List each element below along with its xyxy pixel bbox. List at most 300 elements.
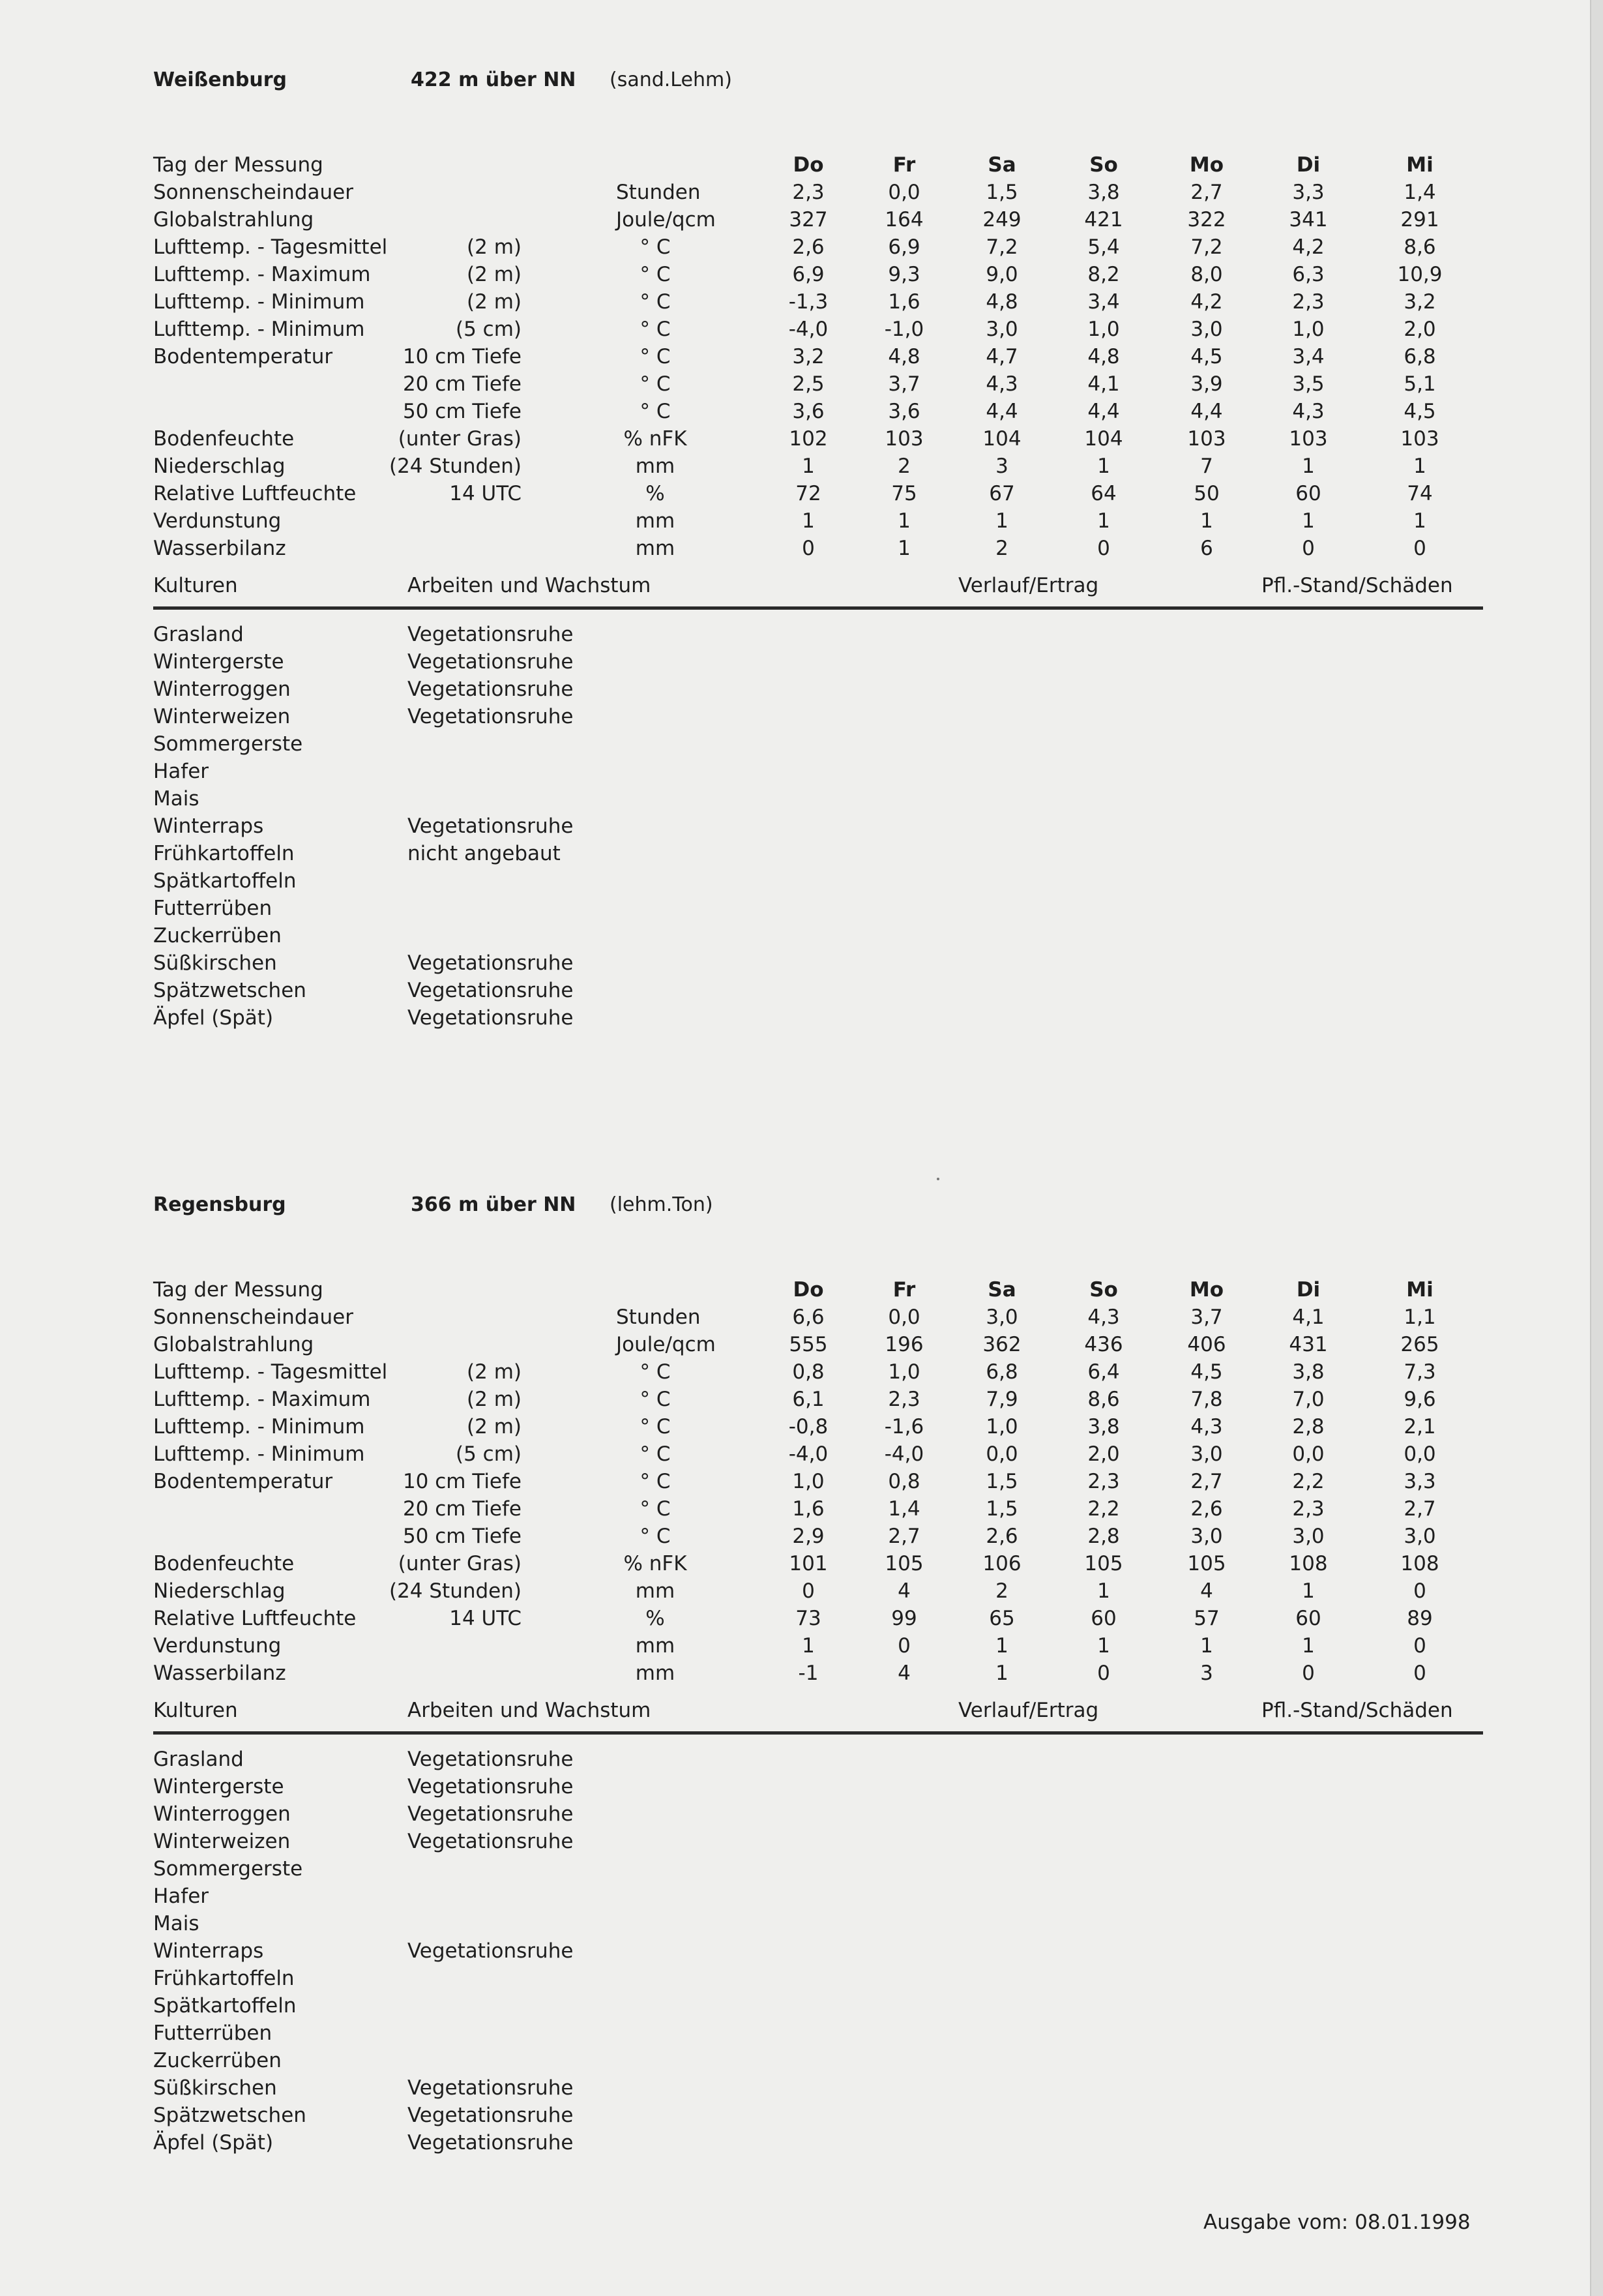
value-cell: 5,4 <box>1087 235 1120 259</box>
parameter-unit: mm <box>635 455 675 478</box>
value-cell: 327 <box>789 208 828 231</box>
station-altitude: 422 m über NN <box>411 68 576 91</box>
day-header: Mo <box>1189 153 1224 177</box>
value-cell: -1,0 <box>884 318 924 341</box>
value-cell: 2,3 <box>1292 1497 1325 1521</box>
weather-row <box>153 1552 1483 1579</box>
weather-row <box>153 372 1483 400</box>
value-cell: 106 <box>982 1552 1022 1575</box>
crop-row <box>153 623 1483 650</box>
value-cell: 1 <box>995 1662 1008 1685</box>
crop-status: nicht angebaut <box>407 842 561 865</box>
day-header: So <box>1089 153 1118 177</box>
parameter-label: Niederschlag <box>153 1579 286 1603</box>
parameter-condition: 10 cm Tiefe <box>402 1470 522 1493</box>
value-cell: 555 <box>789 1333 828 1356</box>
station-header <box>153 68 1483 108</box>
parameter-condition: 10 cm Tiefe <box>402 345 522 368</box>
value-cell: 64 <box>1091 482 1117 505</box>
parameter-unit: ° C <box>640 400 671 423</box>
value-cell: 3,7 <box>888 372 920 396</box>
value-cell: 2,7 <box>1190 181 1223 204</box>
value-cell: 67 <box>989 482 1015 505</box>
weather-row <box>153 318 1483 345</box>
crop-name: Grasland <box>153 1748 244 1771</box>
value-cell: 2,9 <box>792 1525 825 1548</box>
crop-name: Hafer <box>153 1885 209 1908</box>
crop-name: Winterweizen <box>153 1830 291 1853</box>
value-cell: 7,2 <box>1190 235 1223 259</box>
crop-status: Vegetationsruhe <box>407 1830 574 1853</box>
parameter-label: Bodentemperatur <box>153 1470 333 1493</box>
value-cell: 2,0 <box>1404 318 1436 341</box>
parameter-unit: ° C <box>640 290 671 314</box>
verlauf-header: Verlauf/Ertrag <box>958 1699 1099 1722</box>
parameter-unit: ° C <box>640 345 671 368</box>
value-cell: 2,7 <box>1190 1470 1223 1493</box>
value-cell: 60 <box>1295 482 1321 505</box>
crop-status: Vegetationsruhe <box>407 1748 574 1771</box>
crop-row <box>153 2021 1483 2049</box>
value-cell: 50 <box>1194 482 1220 505</box>
value-cell: 1 <box>898 537 911 560</box>
parameter-condition: 14 UTC <box>449 1607 522 1630</box>
value-cell: 0 <box>1302 537 1315 560</box>
parameter-condition: (2 m) <box>467 263 522 286</box>
value-cell: 7 <box>1200 455 1213 478</box>
parameter-label: Sonnenscheindauer <box>153 181 353 204</box>
day-header: Do <box>793 1278 824 1302</box>
value-cell: 1 <box>802 1634 815 1658</box>
value-cell: 105 <box>1084 1552 1123 1575</box>
parameter-unit: % <box>645 482 665 505</box>
value-cell: 8,6 <box>1087 1388 1120 1411</box>
parameter-label: Verdunstung <box>153 509 282 533</box>
weather-row <box>153 537 1483 564</box>
value-cell: 1 <box>1302 1634 1315 1658</box>
weather-row <box>153 263 1483 290</box>
value-cell: 4,7 <box>986 345 1018 368</box>
value-cell: 9,3 <box>888 263 920 286</box>
value-cell: 4,2 <box>1292 235 1325 259</box>
weather-row <box>153 1388 1483 1415</box>
crop-row <box>153 1857 1483 1885</box>
value-cell: 3,2 <box>1404 290 1436 314</box>
crop-name: Äpfel (Spät) <box>153 1006 274 1030</box>
value-cell: 1,0 <box>792 1470 825 1493</box>
day-header: Mi <box>1406 153 1434 177</box>
crop-row <box>153 897 1483 924</box>
weather-row <box>153 208 1483 235</box>
parameter-condition: (unter Gras) <box>398 1552 522 1575</box>
value-cell: 1,0 <box>986 1415 1018 1439</box>
day-header: Mo <box>1189 1278 1224 1302</box>
parameter-label: Wasserbilanz <box>153 1662 286 1685</box>
crop-name: Wintergerste <box>153 1775 284 1798</box>
weather-row <box>153 1607 1483 1634</box>
value-cell: 406 <box>1187 1333 1226 1356</box>
crop-status: Vegetationsruhe <box>407 2131 574 2154</box>
value-cell: 1,4 <box>888 1497 920 1521</box>
value-cell: 74 <box>1407 482 1433 505</box>
crop-status: Vegetationsruhe <box>407 650 574 674</box>
crop-status: Vegetationsruhe <box>407 705 574 728</box>
crop-row <box>153 1967 1483 1994</box>
weather-row <box>153 400 1483 427</box>
crop-list <box>153 623 1483 1034</box>
weather-row <box>153 181 1483 208</box>
parameter-label: Lufttemp. - Minimum <box>153 1415 365 1439</box>
value-cell: 265 <box>1400 1333 1439 1356</box>
parameter-unit: Joule/qcm <box>616 208 716 231</box>
crop-row <box>153 2049 1483 2076</box>
value-cell: 73 <box>795 1607 821 1630</box>
value-cell: 104 <box>982 427 1022 451</box>
crop-name: Spätzwetschen <box>153 979 306 1002</box>
value-cell: 0 <box>1302 1662 1315 1685</box>
value-cell: 4,3 <box>1292 400 1325 423</box>
station-regensburg <box>153 1193 1483 2158</box>
value-cell: 4,3 <box>986 372 1018 396</box>
value-cell: 6,9 <box>888 235 920 259</box>
station-name: Regensburg <box>153 1193 286 1216</box>
crop-row <box>153 2104 1483 2131</box>
crop-status: Vegetationsruhe <box>407 2076 574 2100</box>
value-cell: 1 <box>1302 1579 1315 1603</box>
value-cell: 108 <box>1289 1552 1328 1575</box>
value-cell: 2 <box>995 1579 1008 1603</box>
value-cell: 4,4 <box>1087 400 1120 423</box>
parameter-unit: ° C <box>640 1360 671 1384</box>
verlauf-header: Verlauf/Ertrag <box>958 574 1099 597</box>
weather-row <box>153 235 1483 263</box>
crop-row <box>153 760 1483 787</box>
value-cell: 0 <box>802 1579 815 1603</box>
day-header: So <box>1089 1278 1118 1302</box>
parameter-unit: ° C <box>640 263 671 286</box>
weather-row <box>153 290 1483 318</box>
value-cell: 7,3 <box>1404 1360 1436 1384</box>
weather-row <box>153 1525 1483 1552</box>
value-cell: 105 <box>1187 1552 1226 1575</box>
value-cell: 72 <box>795 482 821 505</box>
value-cell: 1,5 <box>986 1470 1018 1493</box>
value-cell: 6,3 <box>1292 263 1325 286</box>
value-cell: -4,0 <box>884 1442 924 1466</box>
crop-row <box>153 1802 1483 1830</box>
crop-row <box>153 1912 1483 1939</box>
value-cell: 1 <box>1097 509 1110 533</box>
crop-name: Winterweizen <box>153 705 291 728</box>
value-cell: 3,2 <box>792 345 825 368</box>
value-cell: 1 <box>1200 509 1213 533</box>
crop-name: Mais <box>153 787 199 811</box>
schaeden-header: Pfl.-Stand/Schäden <box>1261 1699 1453 1722</box>
parameter-unit: ° C <box>640 1497 671 1521</box>
page-edge <box>1590 0 1603 2296</box>
parameter-unit: ° C <box>640 1415 671 1439</box>
value-cell: 3,8 <box>1087 1415 1120 1439</box>
crop-name: Winterroggen <box>153 1802 291 1826</box>
value-cell: 1,6 <box>888 290 920 314</box>
parameter-label: Sonnenscheindauer <box>153 1305 353 1329</box>
weather-header-row <box>153 1278 1483 1305</box>
value-cell: 0 <box>1097 1662 1110 1685</box>
value-cell: 4,4 <box>986 400 1018 423</box>
weather-row <box>153 1634 1483 1662</box>
soil-type: (lehm.Ton) <box>610 1193 713 1216</box>
crop-name: Spätzwetschen <box>153 2104 306 2127</box>
value-cell: 1,5 <box>986 181 1018 204</box>
crop-name: Futterrüben <box>153 897 272 920</box>
value-cell: 1 <box>898 509 911 533</box>
station-weissenburg <box>153 68 1483 1034</box>
value-cell: 2,3 <box>792 181 825 204</box>
value-cell: 99 <box>891 1607 917 1630</box>
crop-status: Vegetationsruhe <box>407 1939 574 1963</box>
value-cell: 0,8 <box>792 1360 825 1384</box>
parameter-condition: (2 m) <box>467 1360 522 1384</box>
parameter-condition: 50 cm Tiefe <box>402 400 522 423</box>
value-cell: 1,5 <box>986 1497 1018 1521</box>
value-cell: 2,3 <box>1292 290 1325 314</box>
day-header: Di <box>1296 1278 1321 1302</box>
value-cell: 6,9 <box>792 263 825 286</box>
parameter-condition: 50 cm Tiefe <box>402 1525 522 1548</box>
value-cell: 0 <box>1097 537 1110 560</box>
weather-row <box>153 1442 1483 1470</box>
value-cell: -0,8 <box>788 1415 829 1439</box>
value-cell: 1,0 <box>888 1360 920 1384</box>
header-rule <box>153 1731 1483 1735</box>
parameter-unit: Stunden <box>616 181 701 204</box>
value-cell: 9,6 <box>1404 1388 1436 1411</box>
parameter-condition: (2 m) <box>467 1388 522 1411</box>
value-cell: 249 <box>982 208 1022 231</box>
weather-row <box>153 1415 1483 1442</box>
crop-row <box>153 2131 1483 2158</box>
value-cell: 4,8 <box>888 345 920 368</box>
value-cell: 1 <box>995 1634 1008 1658</box>
value-cell: 1 <box>1097 1634 1110 1658</box>
value-cell: 3,8 <box>1087 181 1120 204</box>
value-cell: 4,1 <box>1087 372 1120 396</box>
crop-name: Winterraps <box>153 1939 264 1963</box>
value-cell: 108 <box>1400 1552 1439 1575</box>
parameter-label: Lufttemp. - Tagesmittel <box>153 1360 388 1384</box>
parameter-label: Lufttemp. - Minimum <box>153 290 365 314</box>
value-cell: 6,8 <box>986 1360 1018 1384</box>
value-cell: 7,2 <box>986 235 1018 259</box>
weather-table <box>153 1278 1483 1689</box>
parameter-label: Bodenfeuchte <box>153 427 295 451</box>
value-cell: 4,5 <box>1404 400 1436 423</box>
parameter-condition: (2 m) <box>467 1415 522 1439</box>
value-cell: 2,7 <box>888 1525 920 1548</box>
weather-table <box>153 153 1483 564</box>
value-cell: 1 <box>995 509 1008 533</box>
culture-header <box>153 1699 1483 1725</box>
value-cell: 8,2 <box>1087 263 1120 286</box>
station-header <box>153 1193 1483 1232</box>
value-cell: 1 <box>802 455 815 478</box>
value-cell: 431 <box>1289 1333 1328 1356</box>
weather-row <box>153 455 1483 482</box>
parameter-label: Niederschlag <box>153 455 286 478</box>
value-cell: 2,2 <box>1087 1497 1120 1521</box>
crop-status: Vegetationsruhe <box>407 814 574 838</box>
value-cell: -4,0 <box>788 318 829 341</box>
value-cell: 3,0 <box>1292 1525 1325 1548</box>
weather-row <box>153 482 1483 509</box>
crop-name: Süßkirschen <box>153 951 277 975</box>
parameter-condition: (5 cm) <box>455 318 522 341</box>
value-cell: 3,9 <box>1190 372 1223 396</box>
value-cell: 322 <box>1187 208 1226 231</box>
header-rule <box>153 606 1483 610</box>
crop-name: Sommergerste <box>153 732 303 756</box>
value-cell: 3,0 <box>1190 1442 1223 1466</box>
parameter-unit: ° C <box>640 1470 671 1493</box>
crop-row <box>153 678 1483 705</box>
parameter-condition: (24 Stunden) <box>389 455 522 478</box>
scan-speck <box>937 1178 939 1180</box>
value-cell: 3,0 <box>1190 318 1223 341</box>
parameter-unit: ° C <box>640 1525 671 1548</box>
crop-name: Wintergerste <box>153 650 284 674</box>
value-cell: 3,6 <box>792 400 825 423</box>
parameter-unit: % <box>645 1607 665 1630</box>
parameter-condition: (5 cm) <box>455 1442 522 1466</box>
value-cell: 3,0 <box>986 1305 1018 1329</box>
value-cell: 2,3 <box>1087 1470 1120 1493</box>
crop-row <box>153 869 1483 897</box>
crop-row <box>153 979 1483 1006</box>
parameter-unit: mm <box>635 509 675 533</box>
day-header: Sa <box>988 1278 1016 1302</box>
parameter-condition: (unter Gras) <box>398 427 522 451</box>
crop-row <box>153 650 1483 678</box>
value-cell: 362 <box>982 1333 1022 1356</box>
value-cell: 4,3 <box>1087 1305 1120 1329</box>
day-header: Di <box>1296 153 1321 177</box>
crop-name: Zuckerrüben <box>153 2049 282 2072</box>
crop-row <box>153 1775 1483 1802</box>
value-cell: 0,0 <box>888 181 920 204</box>
value-cell: 2,6 <box>986 1525 1018 1548</box>
value-cell: 65 <box>989 1607 1015 1630</box>
value-cell: 0 <box>1413 1662 1426 1685</box>
value-cell: 0 <box>802 537 815 560</box>
value-cell: 0,0 <box>1404 1442 1436 1466</box>
crop-status: Vegetationsruhe <box>407 1006 574 1030</box>
crop-row <box>153 1830 1483 1857</box>
value-cell: 5,1 <box>1404 372 1436 396</box>
day-header: Mi <box>1406 1278 1434 1302</box>
day-header: Do <box>793 153 824 177</box>
value-cell: 2,6 <box>792 235 825 259</box>
parameter-unit: mm <box>635 1662 675 1685</box>
value-cell: 104 <box>1084 427 1123 451</box>
value-cell: 9,0 <box>986 263 1018 286</box>
value-cell: 196 <box>885 1333 924 1356</box>
value-cell: 3,5 <box>1292 372 1325 396</box>
value-cell: 4,5 <box>1190 345 1223 368</box>
crop-name: Futterrüben <box>153 2021 272 2045</box>
value-cell: 1 <box>1413 509 1426 533</box>
crop-row <box>153 1939 1483 1967</box>
crop-name: Grasland <box>153 623 244 646</box>
value-cell: 7,9 <box>986 1388 1018 1411</box>
value-cell: 3,0 <box>1404 1525 1436 1548</box>
crop-name: Äpfel (Spät) <box>153 2131 274 2154</box>
value-cell: 4 <box>1200 1579 1213 1603</box>
crop-name: Spätkartoffeln <box>153 869 297 893</box>
weather-row <box>153 1470 1483 1497</box>
crop-row <box>153 732 1483 760</box>
value-cell: 4,3 <box>1190 1415 1223 1439</box>
culture-header <box>153 574 1483 600</box>
value-cell: 1 <box>1097 455 1110 478</box>
value-cell: 421 <box>1084 208 1123 231</box>
value-cell: 8,6 <box>1404 235 1436 259</box>
crop-row <box>153 814 1483 842</box>
value-cell: 102 <box>789 427 828 451</box>
crop-row <box>153 1994 1483 2021</box>
value-cell: 1,0 <box>1292 318 1325 341</box>
value-cell: 2 <box>995 537 1008 560</box>
value-cell: 4,4 <box>1190 400 1223 423</box>
value-cell: 105 <box>885 1552 924 1575</box>
day-header: Fr <box>892 153 916 177</box>
weather-row <box>153 1662 1483 1689</box>
value-cell: 4,5 <box>1190 1360 1223 1384</box>
station-altitude: 366 m über NN <box>411 1193 576 1216</box>
schaeden-header: Pfl.-Stand/Schäden <box>1261 574 1453 597</box>
value-cell: 1 <box>1413 455 1426 478</box>
value-cell: -4,0 <box>788 1442 829 1466</box>
parameter-unit: Stunden <box>616 1305 701 1329</box>
crop-name: Frühkartoffeln <box>153 1967 295 1990</box>
value-cell: 8,0 <box>1190 263 1223 286</box>
value-cell: 3 <box>995 455 1008 478</box>
value-cell: 3 <box>1200 1662 1213 1685</box>
value-cell: 0,0 <box>1292 1442 1325 1466</box>
day-header: Fr <box>892 1278 916 1302</box>
kulturen-header: Kulturen <box>153 574 238 597</box>
value-cell: 2,7 <box>1404 1497 1436 1521</box>
crop-name: Winterraps <box>153 814 264 838</box>
value-cell: 0,8 <box>888 1470 920 1493</box>
crop-name: Frühkartoffeln <box>153 842 295 865</box>
parameter-label: Bodenfeuchte <box>153 1552 295 1575</box>
value-cell: 0,0 <box>888 1305 920 1329</box>
issue-date: Ausgabe vom: 08.01.1998 <box>1203 2211 1471 2234</box>
value-cell: 2,8 <box>1292 1415 1325 1439</box>
parameter-unit: ° C <box>640 1388 671 1411</box>
value-cell: 291 <box>1400 208 1439 231</box>
parameter-label: Verdunstung <box>153 1634 282 1658</box>
crop-name: Hafer <box>153 760 209 783</box>
value-cell: 2,0 <box>1087 1442 1120 1466</box>
crop-row <box>153 705 1483 732</box>
parameter-unit: % nFK <box>623 427 687 451</box>
value-cell: 103 <box>1187 427 1226 451</box>
parameter-condition: (2 m) <box>467 290 522 314</box>
measurement-day-label: Tag der Messung <box>153 153 323 177</box>
value-cell: 2,3 <box>888 1388 920 1411</box>
value-cell: 3,8 <box>1292 1360 1325 1384</box>
